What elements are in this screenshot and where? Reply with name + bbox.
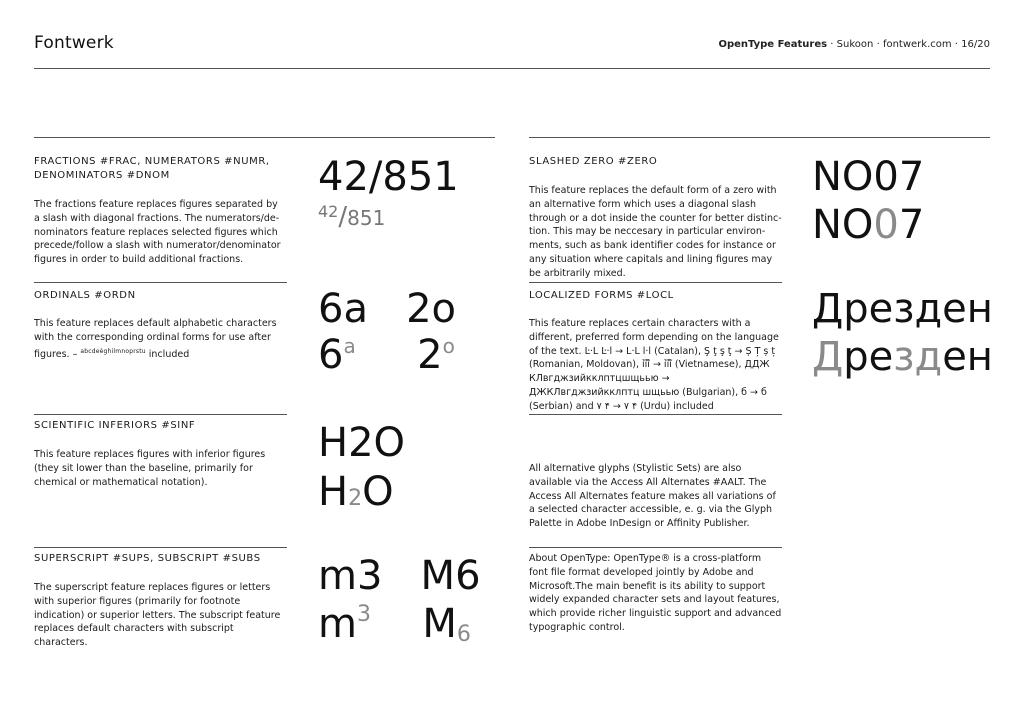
ordinals-desc-text: This feature replaces default alphabetic characters with the corresponding ordinal forms for use after figures. – bbox=[34, 318, 277, 360]
supsub-sample-default: m3 M6 bbox=[318, 553, 481, 599]
fractions-sample-feature bbox=[318, 204, 385, 230]
right-column-rule bbox=[529, 137, 990, 138]
zero-description: This feature replaces the default form of a zero with an alternative form which uses a diagonal slash through or a dot inside the counter for better distinc-tion. This may be neccesary in particular environ-ments, such as bank identifier codes for instance or any situation where capitals and lining figures may be arbitrarily mixed. bbox=[529, 185, 782, 279]
font-family-name: Sukoon bbox=[836, 39, 874, 50]
locl-plain-2: ен bbox=[942, 334, 993, 380]
header-rule bbox=[34, 68, 990, 69]
page-number: 16/20 bbox=[961, 39, 990, 50]
zero-sample-letters: NO bbox=[812, 202, 874, 248]
ordinals-rule bbox=[34, 414, 287, 415]
inferior-base-h: H bbox=[318, 469, 349, 515]
aalt-description: All alternative glyphs (Stylistic Sets) are also available via the Access All Alternates #AALT. The Access All Alternates feature makes all variations of a selected character accessible, e. g. via the Glyph Palette in Adobe InDesign or Affinity Publisher. bbox=[529, 463, 776, 530]
ordinal-2-letter: o bbox=[442, 334, 455, 358]
zero-sample-feature bbox=[812, 202, 925, 248]
supsub-label: SUPERSCRIPT #SUPS, SUBSCRIPT #SUBS bbox=[34, 553, 261, 564]
fontwerk-logo: Fontwerk bbox=[34, 33, 114, 53]
separator: · bbox=[830, 39, 834, 50]
supsub-sample-feature bbox=[318, 601, 471, 647]
fraction-slash: / bbox=[338, 202, 348, 232]
superscript-figure: 3 bbox=[356, 602, 371, 627]
page-header-info bbox=[718, 39, 990, 50]
inferior-base-o: O bbox=[362, 469, 394, 515]
fractions-sample-default: 42/851 bbox=[318, 154, 459, 200]
inferiors-description: This feature replaces figures with inferior figures (they sit lower than the baseline, primarily for chemical or mathematical notation). bbox=[34, 449, 266, 488]
locl-label: LOCALIZED FORMS #LOCL bbox=[529, 290, 674, 301]
superscript-base: m bbox=[318, 601, 357, 647]
ordinals-label: ORDINALS #ORDN bbox=[34, 290, 136, 301]
zero-sample-default: NO07 bbox=[812, 154, 925, 200]
ordinals-desc-superior-letters: abcdeèghilmnoprstu bbox=[80, 347, 146, 355]
inferiors-sample-default: H2O bbox=[318, 420, 406, 466]
left-column-rule bbox=[34, 137, 495, 138]
ordinal-1-figure: 6 bbox=[318, 332, 344, 378]
inferior-figure: 2 bbox=[348, 486, 363, 511]
inferiors-rule bbox=[34, 547, 287, 548]
inferiors-label: SCIENTIFIC INFERIORS #SINF bbox=[34, 420, 196, 431]
fractions-label: FRACTIONS #FRAC, NUMERATORS #NUMR, DENOMINATORS #DNOM bbox=[34, 156, 270, 181]
zero-rule bbox=[529, 282, 782, 283]
about-opentype-description: About OpenType: OpenType® is a cross-platform font file format developed jointly by Adobe and Microsoft.The main benefit is its ability to support widely expanded character sets and layout features, which provide richer linguistic support and advanced typographic control. bbox=[529, 553, 782, 633]
locl-description: This feature replaces certain characters with a different, preferred form depending on the language of the text. Ŀ·L Ŀ·l → L·L l·l (Catalan), Ş ţ ş ţ → Ș Ț ș ț (Romanian, Moldovan), ỉĩĩ̃ → ỉĩĩ̃ (Vietnamese), ДДЖ КЛвгджзийкклптцшщьью → ДЖКЛвгджзийкклптц шщьью (Bulgarian), б → б (Serbian) and ٧ ۴ → ۷ ۴ (Urdu) included bbox=[529, 318, 779, 412]
locl-glyph-1: Д bbox=[812, 334, 844, 380]
locl-rule bbox=[529, 414, 782, 415]
ordinal-1-letter: a bbox=[343, 334, 356, 358]
separator: · bbox=[876, 39, 880, 50]
subscript-figure: 6 bbox=[456, 622, 471, 647]
ordinals-desc-included: included bbox=[148, 348, 190, 360]
numerator: 42 bbox=[318, 202, 339, 221]
zero-sample-seven: 7 bbox=[898, 202, 925, 248]
locl-plain-1: ре bbox=[843, 334, 894, 380]
fractions-rule bbox=[34, 282, 287, 283]
fractions-description: The fractions feature replaces figures separated by a slash with diagonal fractions. The numerators/de-nominators feature replaces selected figures which precede/follow a slash with numerator/denominator figures in order to build additional fractions. bbox=[34, 199, 281, 266]
ordinal-2-figure: 2 bbox=[417, 332, 443, 378]
ordinals-description bbox=[34, 317, 284, 361]
aalt-rule bbox=[529, 547, 782, 548]
zero-label: SLASHED ZERO #ZERO bbox=[529, 156, 658, 167]
slashed-zero-glyph: 0 bbox=[873, 202, 899, 248]
subscript-base: M bbox=[422, 601, 457, 647]
inferiors-sample-feature bbox=[318, 469, 394, 515]
separator: · bbox=[954, 39, 958, 50]
ordinals-sample-feature bbox=[318, 332, 455, 378]
website-link[interactable]: fontwerk.com bbox=[882, 39, 952, 50]
locl-sample-default: Дрезден bbox=[812, 286, 993, 332]
ordinals-sample-default: 6a 2o bbox=[318, 286, 457, 332]
locl-sample-feature bbox=[812, 334, 993, 380]
supsub-description: The superscript feature replaces figures or letters with superior figures (primarily for footnote indication) or superior letters. The subscript feature replaces default characters with subscript characters. bbox=[34, 582, 281, 649]
locl-glyph-2: зд bbox=[893, 334, 943, 380]
section-title: OpenType Features bbox=[718, 39, 828, 50]
denominator: 851 bbox=[347, 206, 386, 230]
